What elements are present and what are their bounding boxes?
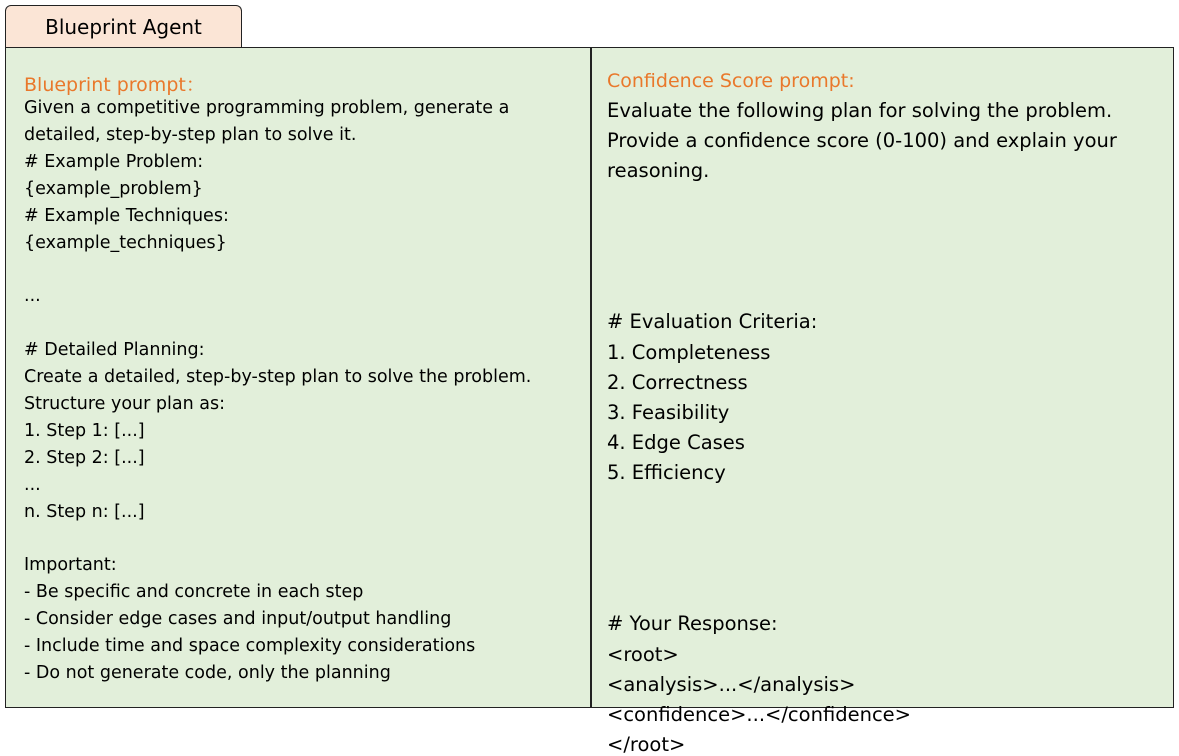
right-panel-line: <root> [607,642,679,666]
right-panel-line: 3. Feasibility [607,401,730,424]
right-panel-line: # Your Response: [607,612,778,636]
blueprint-agent-tab: Blueprint Agent [5,5,242,47]
left-panel-line: # Detailed Planning: [24,340,205,361]
left-panel-line: 2. Step 2: [...] [24,447,145,468]
left-panel-line: n. Step n: [...] [24,501,145,522]
right-panel-line: reasoning. [607,159,710,183]
blueprint-prompt-heading: Blueprint prompt： [24,74,205,96]
left-panel-line: Important: [24,555,117,576]
left-panel-line: - Consider edge cases and input/output handling [24,609,452,630]
left-panel-line: - Do not generate code, only the planning [24,662,391,683]
left-panel-line: # Example Problem: [24,151,204,172]
left-panel-line: 1. Step 1: [...] [24,420,145,441]
right-panel-line: # Evaluation Criteria: [607,310,818,334]
right-panel-line: 5. Efficiency [607,461,726,485]
right-panel-line: <analysis>...</analysis> [607,672,856,696]
left-panel-line: ... [24,474,41,495]
left-panel-line: {example_techniques} [24,232,227,253]
right-panel-line: 4. Edge Cases [607,431,745,455]
left-panel-line: - Be specific and concrete in each step [24,582,364,603]
right-panel-line: </root> [607,733,686,756]
right-panel-line: Provide a confidence score (0-100) and explain your [607,129,1117,153]
right-panel-line: 1. Completeness [607,340,771,364]
left-panel-line: {example_problem} [24,178,203,199]
left-panel-line: - Include time and space complexity considerations [24,636,476,656]
left-panel-line: ... [24,286,41,307]
prompt-panel-frame [5,47,1174,756]
left-panel-line: Given a competitive programming problem, generate a [24,98,510,118]
confidence-score-prompt-heading: Confidence Score prompt: [607,70,855,92]
right-panel-line: <confidence>...</confidence> [607,703,912,726]
left-panel-line: Structure your plan as: [24,393,225,414]
panel-divider [590,48,592,707]
right-panel-line: 2. Correctness [607,370,748,394]
left-panel-line: # Example Techniques: [24,205,229,226]
right-panel-line: Evaluate the following plan for solving the problem. [607,99,1113,122]
left-panel-line: Create a detailed, step-by-step plan to solve the problem. [24,367,532,387]
left-panel-line: detailed, step-by-step plan to solve it. [24,124,357,145]
